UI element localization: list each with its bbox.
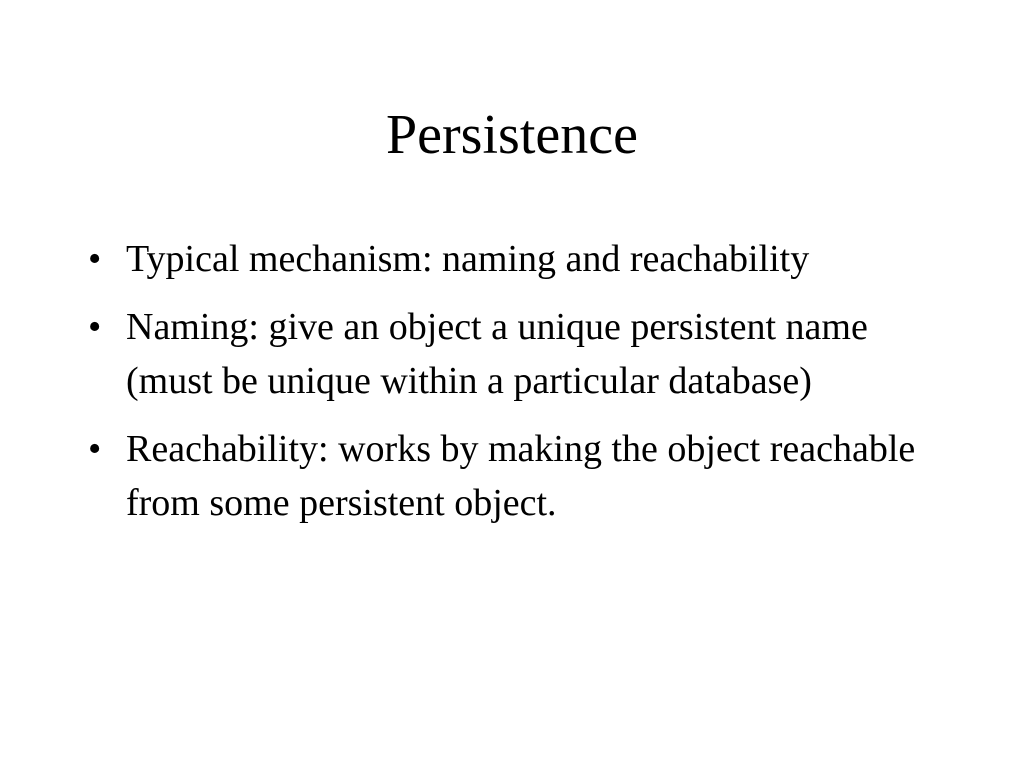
bullet-item-mechanism: [88, 232, 928, 286]
bullet-text: Typical mechanism: naming and reachability: [126, 238, 810, 280]
bullet-list: [88, 232, 928, 544]
slide-title: Persistence: [386, 104, 638, 166]
bullet-text: Reachability: works by making the object reachable from some persistent object.: [126, 428, 916, 524]
bullet-dot-icon: •: [88, 306, 102, 348]
bullet-item-naming: [88, 300, 928, 408]
bullet-text: Naming: give an object a unique persistent name (must be unique within a particular database): [126, 306, 868, 402]
bullet-item-reachability: [88, 422, 928, 530]
bullet-dot-icon: •: [88, 238, 102, 280]
bullet-dot-icon: •: [88, 428, 102, 470]
